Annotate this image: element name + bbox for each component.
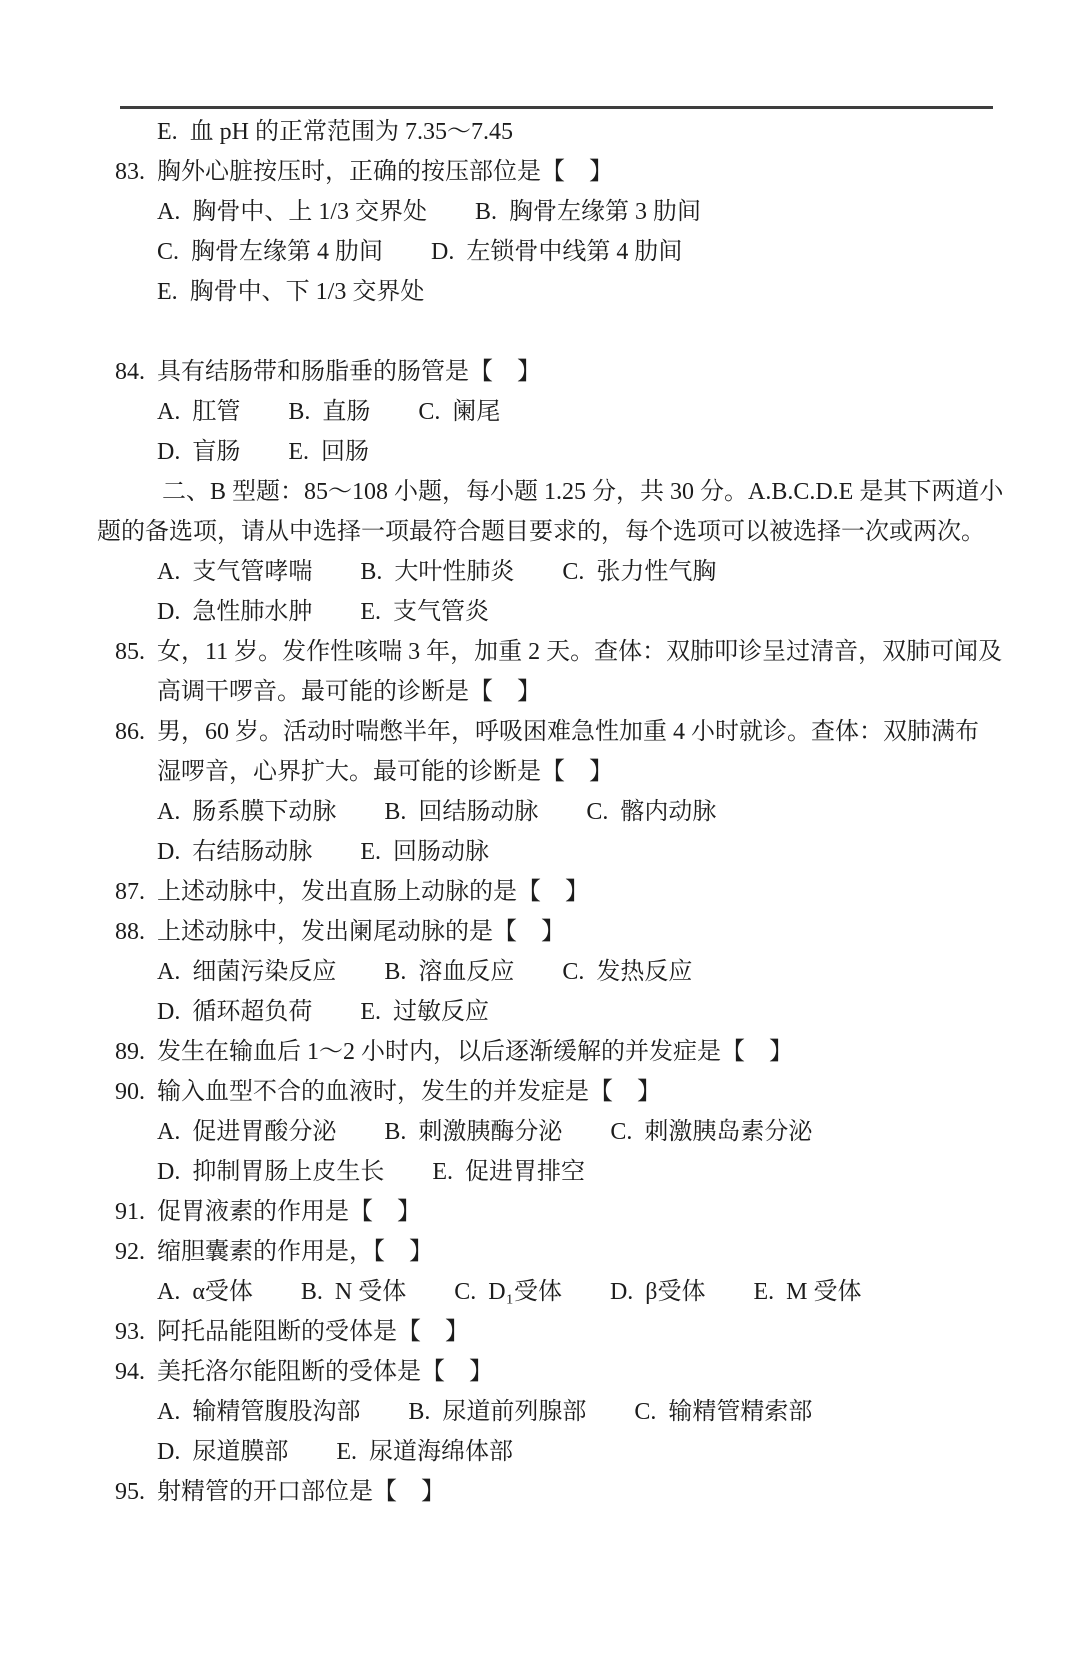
- option-d: D. 右结肠动脉: [157, 839, 313, 865]
- question-85-text-2: 高调干啰音。最可能的诊断是【 】: [157, 679, 541, 705]
- section-b-instructions-line2: [0, 512, 1080, 552]
- set3-options-de: [0, 992, 1080, 1032]
- option-b: B. 尿道前列腺部: [408, 1399, 587, 1425]
- question-90: [0, 1072, 1080, 1112]
- set4-options-de: [0, 1152, 1080, 1192]
- option-d: D. 盲肠: [157, 439, 241, 465]
- section-b-text-2: 题的备选项，请从中选择一项最符合题目要求的，每个选项可以被选择一次或两次。: [97, 519, 985, 545]
- question-95-text: 95. 射精管的开口部位是【 】: [115, 1479, 445, 1505]
- option-b: B. N 受体: [300, 1279, 407, 1305]
- q83-option-e: [0, 272, 1080, 312]
- option-e: E. 回肠: [288, 439, 370, 465]
- question-86-text-2: 湿啰音，心界扩大。最可能的诊断是【 】: [157, 759, 613, 785]
- question-83-text: 83. 胸外心脏按压时，正确的按压部位是【 】: [115, 159, 613, 185]
- option-e: E. 尿道海绵体部: [336, 1439, 514, 1465]
- q84-options-abc: [0, 392, 1080, 432]
- option-d: D. 抑制胃肠上皮生长: [157, 1159, 385, 1185]
- question-87: [0, 872, 1080, 912]
- option-c: C. 刺激胰岛素分泌: [610, 1119, 813, 1145]
- section-b-text-1: 二、B 型题：85～108 小题，每小题 1.25 分，共 30 分。A.B.C.D.E 是其下两道小: [162, 479, 1004, 505]
- option-a: A. 肛管: [157, 399, 241, 425]
- set2-options-de: [0, 832, 1080, 872]
- exam-page-content: [0, 112, 1080, 1512]
- option-e: E. 胸骨中、下 1/3 交界处: [157, 279, 425, 305]
- question-85-text-1: 85. 女，11 岁。发作性咳喘 3 年，加重 2 天。查体：双肺叩诊呈过清音，双肺可闻及: [115, 639, 1003, 665]
- option-c: C. 胸骨左缘第 4 肋间: [157, 239, 384, 265]
- question-88: [0, 912, 1080, 952]
- option-e-text: E. 血 pH 的正常范围为 7.35～7.45: [157, 119, 513, 145]
- option-b: B. 直肠: [288, 399, 371, 425]
- question-95: [0, 1472, 1080, 1512]
- set1-options-abc: [0, 552, 1080, 592]
- section-b-instructions-line1: [0, 472, 1080, 512]
- option-e: E. M 受体: [753, 1279, 862, 1305]
- question-85-line2: [0, 672, 1080, 712]
- top-divider-rule: [120, 106, 993, 109]
- option-a: A. α受体: [157, 1279, 253, 1305]
- question-91-text: 91. 促胃液素的作用是【 】: [115, 1199, 421, 1225]
- option-c: C. 发热反应: [562, 959, 693, 985]
- option-e: E. 回肠动脉: [360, 839, 490, 865]
- option-c: C. 输精管精索部: [634, 1399, 813, 1425]
- set5-options-abcde: [0, 1272, 1080, 1312]
- option-a: A. 细菌污染反应: [157, 959, 337, 985]
- question-86-line1: [0, 712, 1080, 752]
- question-86-text-1: 86. 男，60 岁。活动时喘憋半年，呼吸困难急性加重 4 小时就诊。查体：双肺满布: [115, 719, 979, 745]
- question-84: [0, 352, 1080, 392]
- question-89: [0, 1032, 1080, 1072]
- question-90-text: 90. 输入血型不合的血液时，发生的并发症是【 】: [115, 1079, 661, 1105]
- question-91: [0, 1192, 1080, 1232]
- option-b: B. 溶血反应: [384, 959, 515, 985]
- question-93-text: 93. 阿托品能阻断的受体是【 】: [115, 1319, 469, 1345]
- set2-options-abc: [0, 792, 1080, 832]
- question-92: [0, 1232, 1080, 1272]
- question-94: [0, 1352, 1080, 1392]
- question-84-text: 84. 具有结肠带和肠脂垂的肠管是【 】: [115, 359, 541, 385]
- option-e: E. 促进胃排空: [432, 1159, 586, 1185]
- option-e: E. 支气管炎: [360, 599, 490, 625]
- option-c: C. 阑尾: [418, 399, 501, 425]
- q82-option-e: [0, 112, 1080, 152]
- option-c: C. D₁受体: [454, 1279, 562, 1305]
- question-85-line1: [0, 632, 1080, 672]
- question-92-text: 92. 缩胆囊素的作用是，【 】: [115, 1239, 433, 1265]
- option-d: D. 循环超负荷: [157, 999, 313, 1025]
- set6-options-abc: [0, 1392, 1080, 1432]
- set1-options-de: [0, 592, 1080, 632]
- question-87-text: 87. 上述动脉中，发出直肠上动脉的是【 】: [115, 879, 589, 905]
- option-c: C. 髂内动脉: [586, 799, 717, 825]
- question-83: [0, 152, 1080, 192]
- option-b: B. 大叶性肺炎: [360, 559, 515, 585]
- option-a: A. 输精管腹股沟部: [157, 1399, 361, 1425]
- option-d: D. 左锁骨中线第 4 肋间: [431, 239, 683, 265]
- option-a: A. 支气管哮喘: [157, 559, 313, 585]
- set3-options-abc: [0, 952, 1080, 992]
- option-d: D. 急性肺水肿: [157, 599, 313, 625]
- question-86-line2: [0, 752, 1080, 792]
- option-b: B. 刺激胰酶分泌: [384, 1119, 563, 1145]
- blank-line: [0, 312, 1080, 352]
- option-e: E. 过敏反应: [360, 999, 490, 1025]
- q84-options-de: [0, 432, 1080, 472]
- option-c: C. 张力性气胸: [562, 559, 717, 585]
- q83-options-ab: [0, 192, 1080, 232]
- q83-options-cd: [0, 232, 1080, 272]
- question-94-text: 94. 美托洛尔能阻断的受体是【 】: [115, 1359, 493, 1385]
- option-b: B. 胸骨左缘第 3 肋间: [475, 199, 702, 225]
- question-88-text: 88. 上述动脉中，发出阑尾动脉的是【 】: [115, 919, 565, 945]
- option-a: A. 促进胃酸分泌: [157, 1119, 337, 1145]
- option-d: D. 尿道膜部: [157, 1439, 289, 1465]
- set4-options-abc: [0, 1112, 1080, 1152]
- question-89-text: 89. 发生在输血后 1～2 小时内，以后逐渐缓解的并发症是【 】: [115, 1039, 793, 1065]
- set6-options-de: [0, 1432, 1080, 1472]
- option-b: B. 回结肠动脉: [384, 799, 539, 825]
- option-a: A. 胸骨中、上 1/3 交界处: [157, 199, 427, 225]
- option-d: D. β受体: [609, 1279, 706, 1305]
- question-93: [0, 1312, 1080, 1352]
- option-a: A. 肠系膜下动脉: [157, 799, 337, 825]
